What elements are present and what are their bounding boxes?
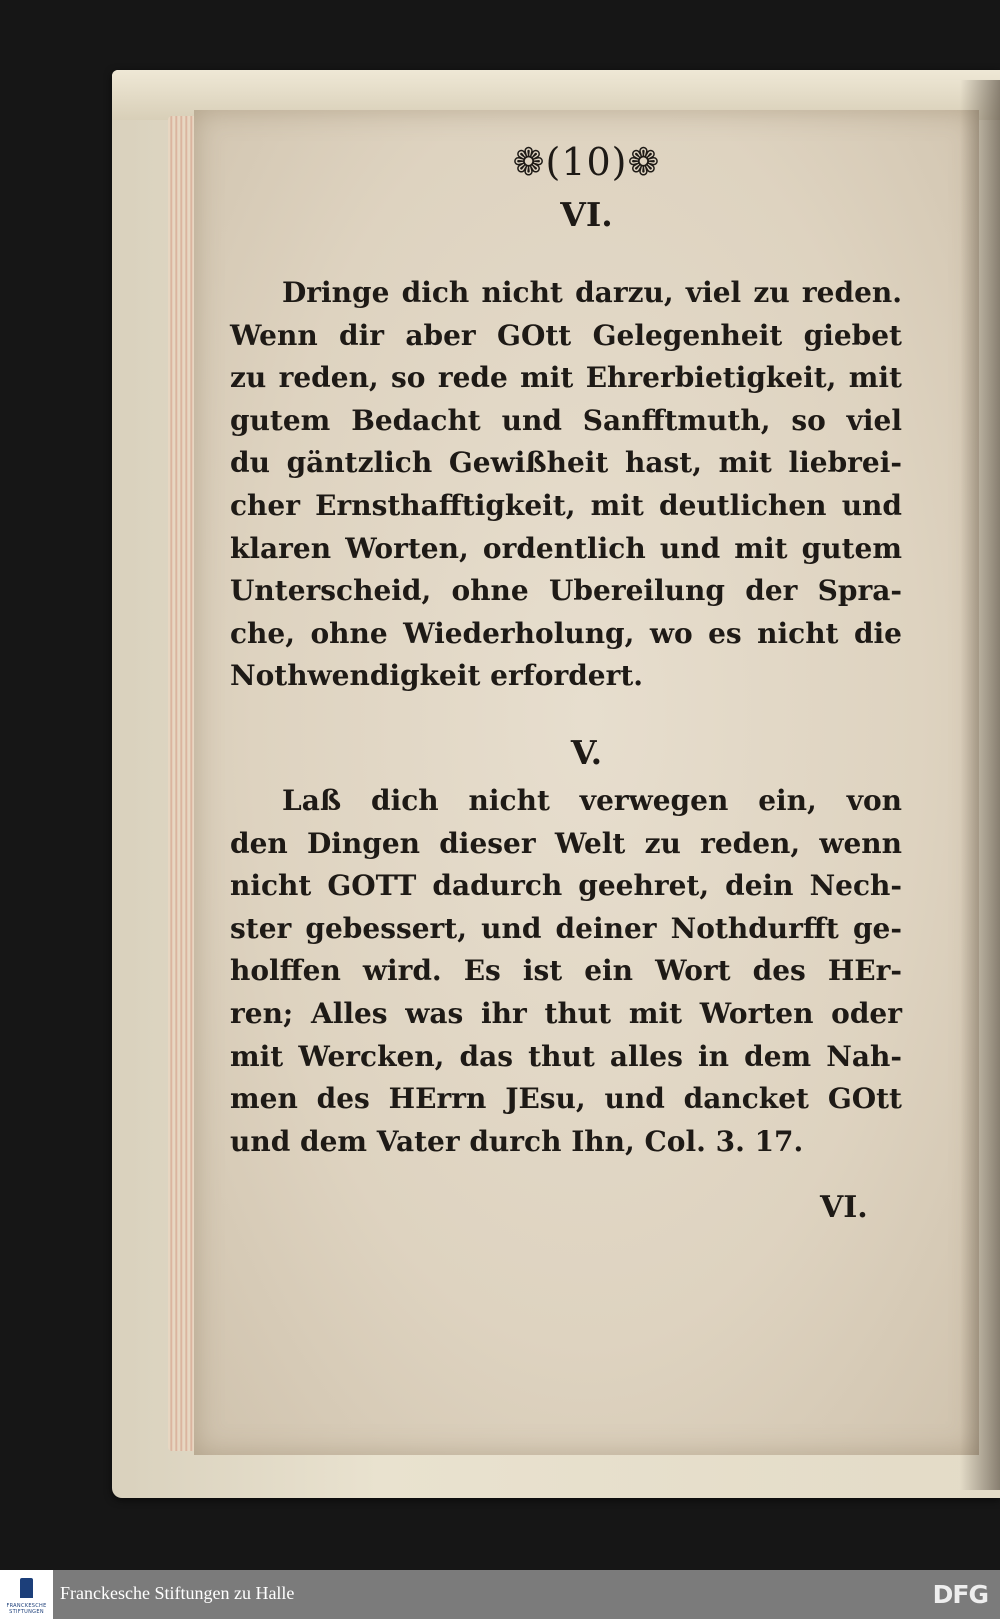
text-line: Dringe dich nicht darzu, viel zu reden.: [282, 276, 902, 309]
page-header: ❁(10)❁: [512, 140, 661, 184]
paragraph-2: [230, 780, 902, 1163]
dfg-logo[interactable]: DFG: [932, 1580, 988, 1609]
text-line: den Dingen dieser Welt zu reden, wenn: [230, 826, 902, 860]
text-line: Unterscheid, ohne Ubereilung der Spra-: [230, 574, 902, 608]
text-line: Laß dich nicht verwegen ein, von: [282, 784, 902, 817]
text-line: du gäntzlich Gewißheit hast, mit liebrei-: [230, 446, 902, 480]
logo-caption: FRANCKESCHE STIFTUNGEN: [6, 1603, 47, 1615]
institution-name[interactable]: Franckesche Stiftungen zu Halle: [60, 1583, 295, 1603]
text-line: nicht GOTT dadurch geehret, dein Nech-: [230, 869, 902, 903]
text-line: holffen wird. Es ist ein Wort des HEr-: [230, 954, 902, 988]
text-line: men des HErrn JEsu, und dancket GOtt: [230, 1082, 902, 1116]
catchword: VI.: [820, 1190, 868, 1225]
text-line: cher Ernsthafftigkeit, mit deutlichen und: [230, 488, 902, 522]
text-line: ster gebessert, und deiner Nothdurfft ge-: [230, 911, 902, 945]
footer-bar: [0, 1570, 1000, 1619]
spine-shadow: [960, 80, 1000, 1490]
building-icon: [20, 1578, 33, 1598]
text-line: klaren Worten, ordentlich und mit gutem: [230, 531, 902, 565]
text-line: mit Wercken, das thut alles in dem Nah-: [230, 1039, 902, 1073]
text-line: che, ohne Wiederholung, wo es nicht die: [230, 616, 902, 650]
paragraph-1: [230, 272, 902, 698]
text-line: zu reden, so rede mit Ehrerbietigkeit, mit: [230, 361, 902, 395]
text-line: Wenn dir aber GOtt Gelegenheit giebet: [230, 318, 902, 352]
text-line: gutem Bedacht und Sanfftmuth, so viel: [230, 403, 902, 437]
section-number-mid: V.: [570, 733, 603, 772]
text-line: ren; Alles was ihr thut mit Worten oder: [230, 996, 902, 1030]
institution-logo[interactable]: [0, 1570, 53, 1619]
text-line: Nothwendigkeit erfordert.: [230, 659, 644, 693]
text-line: und dem Vater durch Ihn, Col. 3. 17.: [230, 1124, 804, 1158]
section-number-top: VI.: [560, 195, 613, 234]
